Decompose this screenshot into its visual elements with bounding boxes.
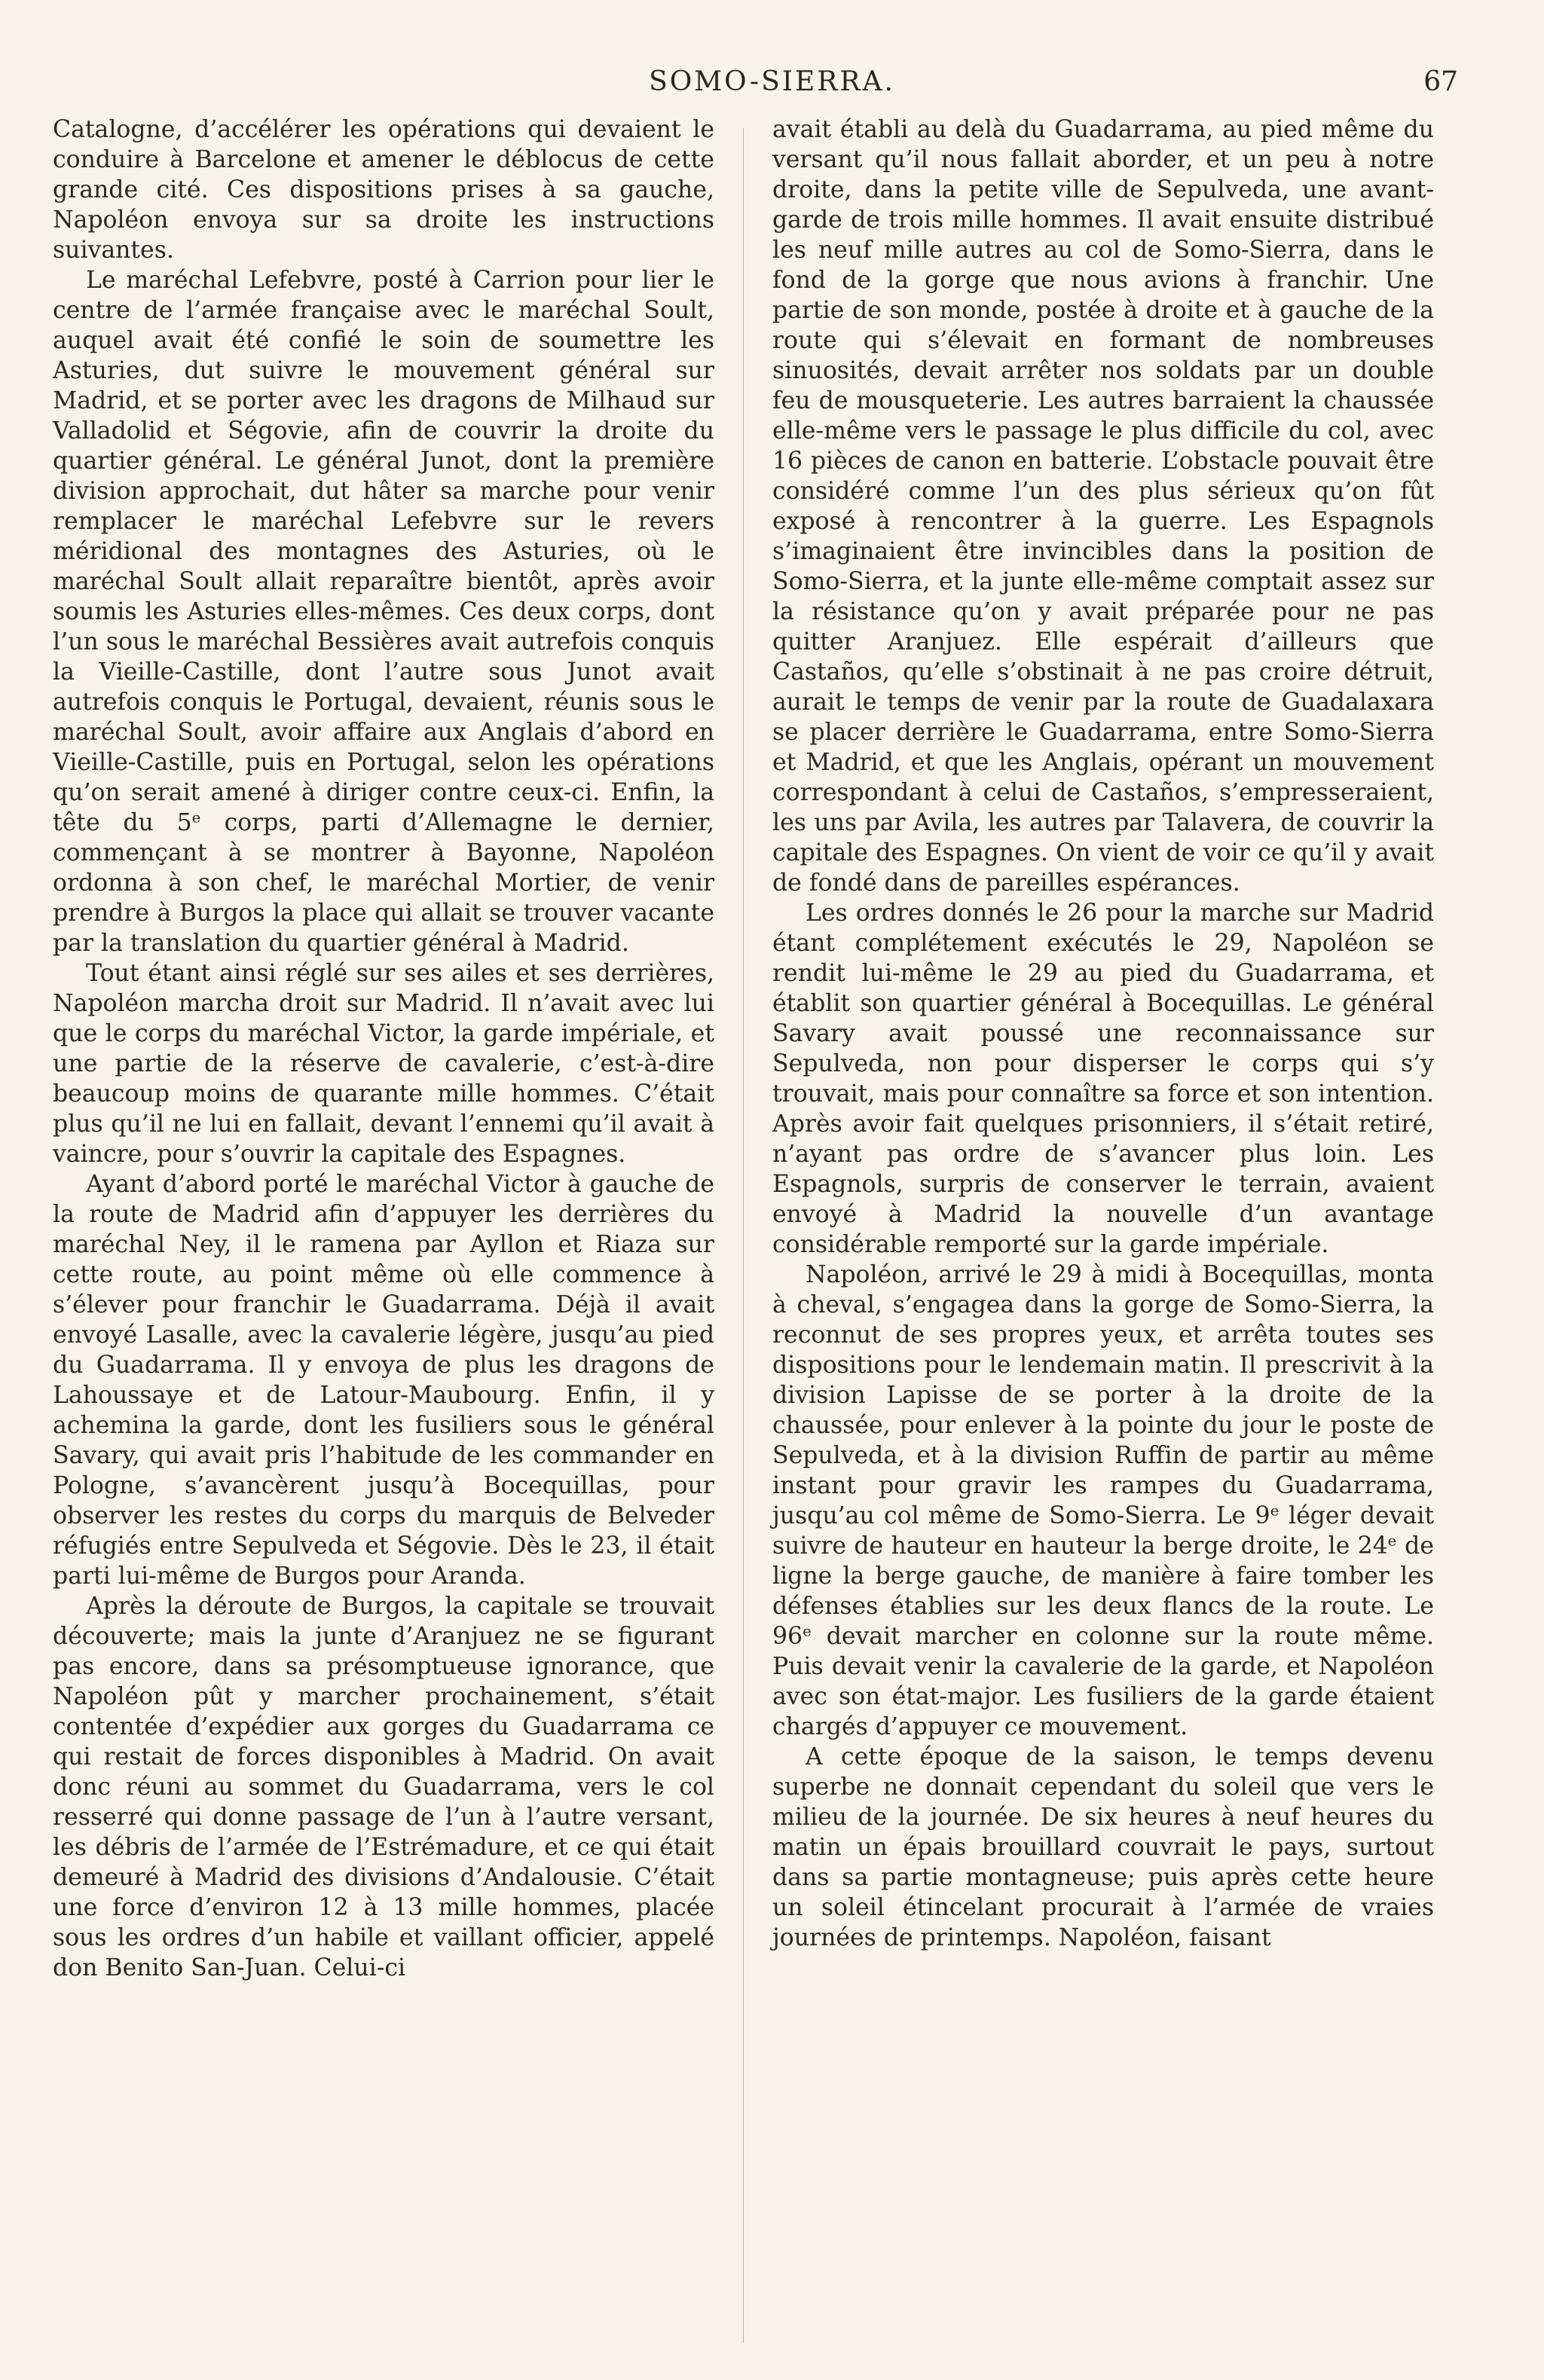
paragraph: Tout étant ainsi réglé sur ses ailes et ses derrières, Napoléon marcha droit sur Madrid. Il n’avait avec lui que le corps du maréchal Victor, la garde impériale, et une partie de la réserve de cavalerie, c’est-à-dire beaucoup moins de quarante mille hommes. C’était plus qu’il ne lui en fallait, devant l’ennemi qu’il avait à vaincre, pour s’ouvrir la capitale des Espagnes. (53, 960, 714, 1168)
running-title: SOMO-SIERRA. (649, 66, 895, 97)
page-number: 67 (1423, 66, 1458, 97)
paragraph: Après la déroute de Burgos, la capitale se trouvait découverte; mais la junte d’Aranjuez ne se figurant pas encore, dans sa présomptueuse ignorance, que Napoléon pût y marcher prochainement, s’était contentée d’expédier aux gorges du Guadarrama ce qui restait de forces disponibles à Madrid. On avait donc réuni au sommet du Guadarrama, vers le col resserré qui donne passage de l’un à l’autre versant, les débris de l’armée de l’Estrémadure, et ce qui était demeuré à Madrid des divisions d’Andalousie. C’était une force d’environ 12 à 13 mille hommes, placée sous les ordres d’un habile et vaillant officier, appelé don Benito San-Juan. Celui-ci (53, 1593, 714, 1981)
paragraph: Napoléon, arrivé le 29 à midi à Bocequillas, monta à cheval, s’engagea dans la gorge de Somo-Sierra, la reconnut de ses propres yeux, et arrêta toutes ses dispositions pour le lendemain matin. Il prescrivit à la division Lapisse de se porter à la droite de la chaussée, pour enlever à la pointe du jour le poste de Sepulveda, et à la division Ruffin de partir au même instant pour gravir les rampes du Guadarrama, jusqu’au col même de Somo-Sierra. Le 9ᵉ léger devait suivre de hauteur en hauteur la berge droite, le 24ᵉ de ligne la berge gauche, de manière à faire tomber les défenses établies sur les deux flancs de la route. Le 96ᵉ devait marcher en colonne sur la route même. Puis devait venir la cavalerie de la garde, et Napoléon avec son état-major. Les fusiliers de la garde étaient chargés d’appuyer ce mouvement. (772, 1261, 1434, 1740)
column-divider (743, 128, 744, 2343)
paragraph: Ayant d’abord porté le maréchal Victor à gauche de la route de Madrid afin d’appuyer les derrières du maréchal Ney, il le ramena par Ayllon et Riaza sur cette route, au point même où elle commence à s’élever pour franchir le Guadarrama. Déjà il avait envoyé Lasalle, avec la cavalerie légère, jusqu’au pied du Guadarrama. Il y envoya de plus les dragons de Lahoussaye et de Latour-Maubourg. Enfin, il y achemina la garde, dont les fusiliers sous le général Savary, qui avait pris l’habitude de les commander en Pologne, s’avancèrent jusqu’à Bocequillas, pour observer les restes du corps du marquis de Belveder réfugiés entre Sepulveda et Ségovie. Dès le 23, il était parti lui-même de Burgos pour Aranda. (53, 1171, 714, 1590)
right-column (772, 115, 1434, 1953)
paragraph: avait établi au delà du Guadarrama, au pied même du versant qu’il nous fallait aborder, et un peu à notre droite, dans la petite ville de Sepulveda, une avant-garde de trois mille hommes. Il avait ensuite distribué les neuf mille autres au col de Somo-Sierra, dans le fond de la gorge que nous avions à franchir. Une partie de son monde, postée à droite et à gauche de la route qui s’élevait en formant de nombreuses sinuosités, devait arrêter nos soldats par un double feu de mousqueterie. Les autres barraient la chaussée elle-même vers le passage le plus difficile du col, avec 16 pièces de canon en batterie. L’obstacle pouvait être considéré comme l’un des plus sérieux qu’on fût exposé à rencontrer à la guerre. Les Espagnols s’imaginaient être invincibles dans la position de Somo-Sierra, et la junte elle-même comptait assez sur la résistance qu’on y avait préparée pour ne pas quitter Aranjuez. Elle espérait d’ailleurs que Castaños, qu’elle s’obstinait à ne pas croire détruit, aurait le temps de venir par la route de Guadalaxara se placer derrière le Guadarrama, entre Somo-Sierra et Madrid, et que les Anglais, opérant un mouvement correspondant à celui de Castaños, s’empresseraient, les uns par Avila, les autres par Talavera, de couvrir la capitale des Espagnes. On vient de voir ce qu’il y avait de fondé dans de pareilles espérances. (772, 116, 1434, 897)
left-column (53, 115, 714, 1983)
paragraph: Catalogne, d’accélérer les opérations qui devaient le conduire à Barcelone et amener le déblocus de cette grande cité. Ces dispositions prises à sa gauche, Napoléon envoya sur sa droite les instructions suivantes. (53, 116, 714, 264)
paragraph: Les ordres donnés le 26 pour la marche sur Madrid étant complétement exécutés le 29, Napoléon se rendit lui-même le 29 au pied du Guadarrama, et établit son quartier général à Bocequillas. Le général Savary avait poussé une reconnaissance sur Sepulveda, non pour disperser le corps qui s’y trouvait, mais pour connaître sa force et son intention. Après avoir fait quelques prisonniers, il s’était retiré, n’ayant pas ordre de s’avancer plus loin. Les Espagnols, surpris de conserver le terrain, avaient envoyé à Madrid la nouvelle d’un avantage considérable remporté sur la garde impériale. (772, 900, 1434, 1258)
paragraph: Le maréchal Lefebvre, posté à Carrion pour lier le centre de l’armée française avec le maréchal Soult, auquel avait été confié le soin de soumettre les Asturies, dut suivre le mouvement général sur Madrid, et se porter avec les dragons de Milhaud sur Valladolid et Ségovie, afin de couvrir la droite du quartier général. Le général Junot, dont la première division approchait, dut hâter sa marche pour venir remplacer le maréchal Lefebvre sur le revers méridional des montagnes des Asturies, où le maréchal Soult allait reparaître bientôt, après avoir soumis les Asturies elles-mêmes. Ces deux corps, dont l’un sous le maréchal Bessières avait autrefois conquis la Vieille-Castille, dont l’autre sous Junot avait autrefois conquis le Portugal, devaient, réunis sous le maréchal Soult, avoir affaire aux Anglais d’abord en Vieille-Castille, puis en Portugal, selon les opérations qu’on serait amené à diriger contre ceux-ci. Enfin, la tête du 5ᵉ corps, parti d’Allemagne le dernier, commençant à se montrer à Bayonne, Napoléon ordonna à son chef, le maréchal Mortier, de venir prendre à Burgos la place qui allait se trouver vacante par la translation du quartier général à Madrid. (53, 267, 714, 957)
paragraph: A cette époque de la saison, le temps devenu superbe ne donnait cependant du soleil que vers le milieu de la journée. De six heures à neuf heures du matin un épais brouillard couvrait le pays, surtout dans sa partie montagneuse; puis après cette heure un soleil étincelant procurait à l’armée de vraies journées de printemps. Napoléon, faisant (772, 1743, 1434, 1951)
